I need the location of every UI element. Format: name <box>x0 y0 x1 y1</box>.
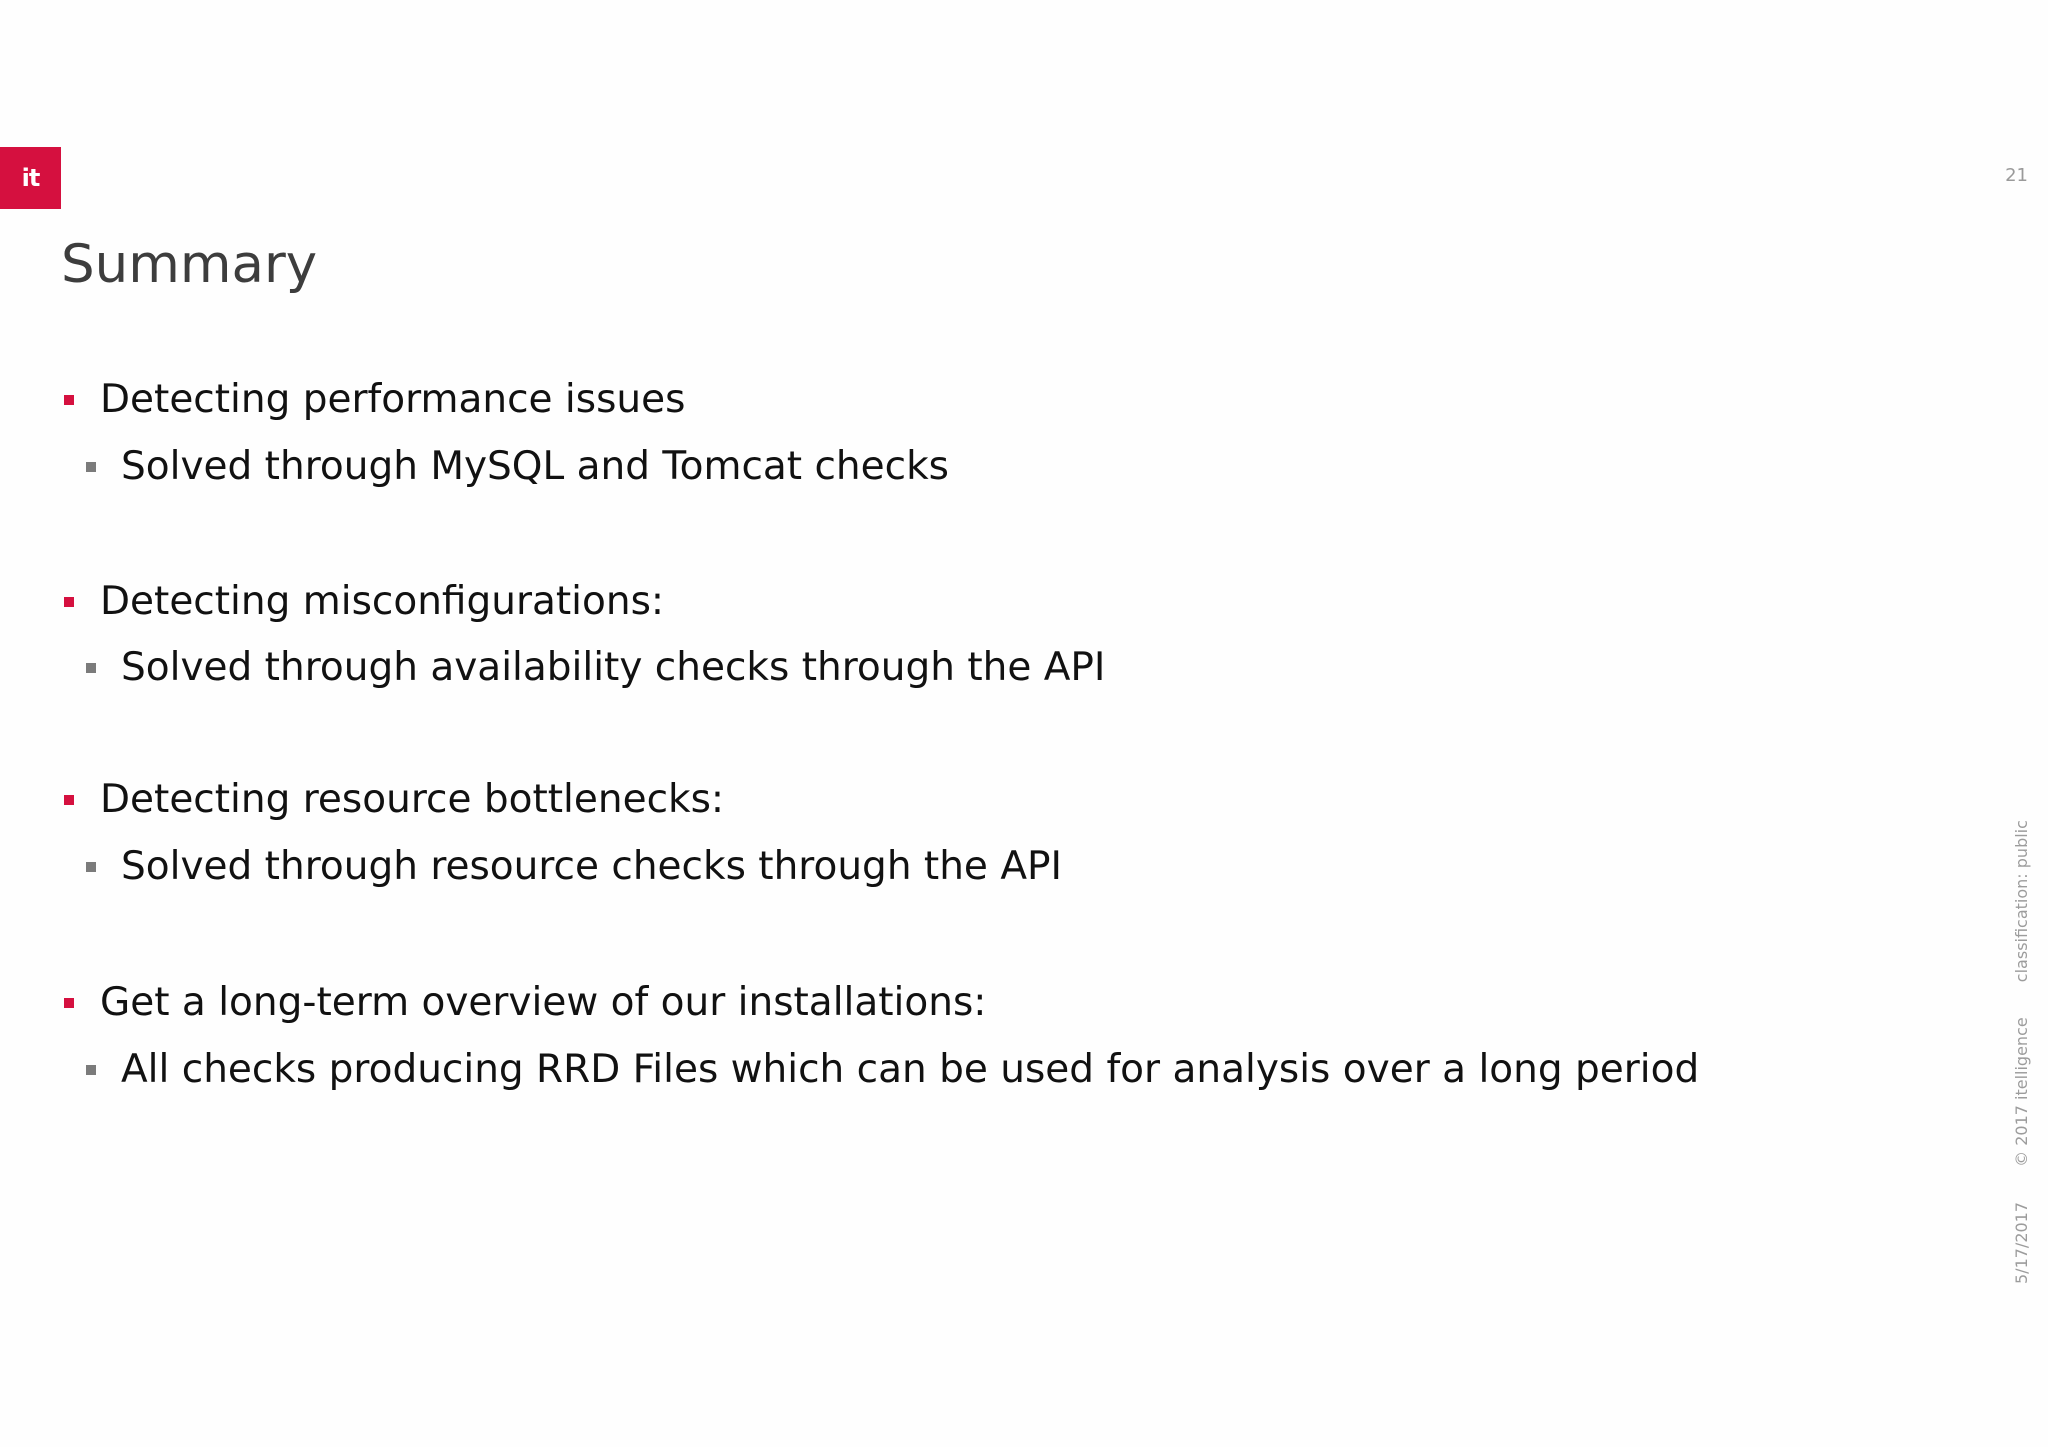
page-number: 21 <box>2005 165 2028 186</box>
itelligence-logo: it <box>0 147 61 209</box>
summary-heading-misconfigurations: Detecting misconfigurations: <box>100 579 665 624</box>
primary-bullet-marker <box>64 597 74 607</box>
summary-detail-long-term-overview: All checks producing RRD Files which can be used for analysis over a long period <box>121 1047 1700 1092</box>
secondary-bullet-marker <box>86 1065 96 1075</box>
summary-heading-performance: Detecting performance issues <box>100 377 686 422</box>
summary-detail-resource-bottlenecks: Solved through resource checks through the API <box>121 844 1063 889</box>
primary-bullet-marker <box>64 998 74 1008</box>
summary-detail-performance: Solved through MySQL and Tomcat checks <box>121 444 949 489</box>
slide-title: Summary <box>61 234 318 295</box>
primary-bullet-marker <box>64 795 74 805</box>
summary-heading-long-term-overview: Get a long-term overview of our installations: <box>100 980 987 1025</box>
secondary-bullet-marker <box>86 462 96 472</box>
summary-heading-resource-bottlenecks: Detecting resource bottlenecks: <box>100 777 725 822</box>
primary-bullet-marker <box>64 395 74 405</box>
summary-detail-misconfigurations: Solved through availability checks through the API <box>121 645 1106 690</box>
footer-date: 5/17/2017 <box>2012 1201 2031 1284</box>
footer-classification: classification: public <box>2012 820 2031 983</box>
footer-copyright: © 2017 itelligence <box>2012 1017 2031 1167</box>
slide-footer <box>2012 790 2031 1284</box>
secondary-bullet-marker <box>86 862 96 872</box>
secondary-bullet-marker <box>86 663 96 673</box>
